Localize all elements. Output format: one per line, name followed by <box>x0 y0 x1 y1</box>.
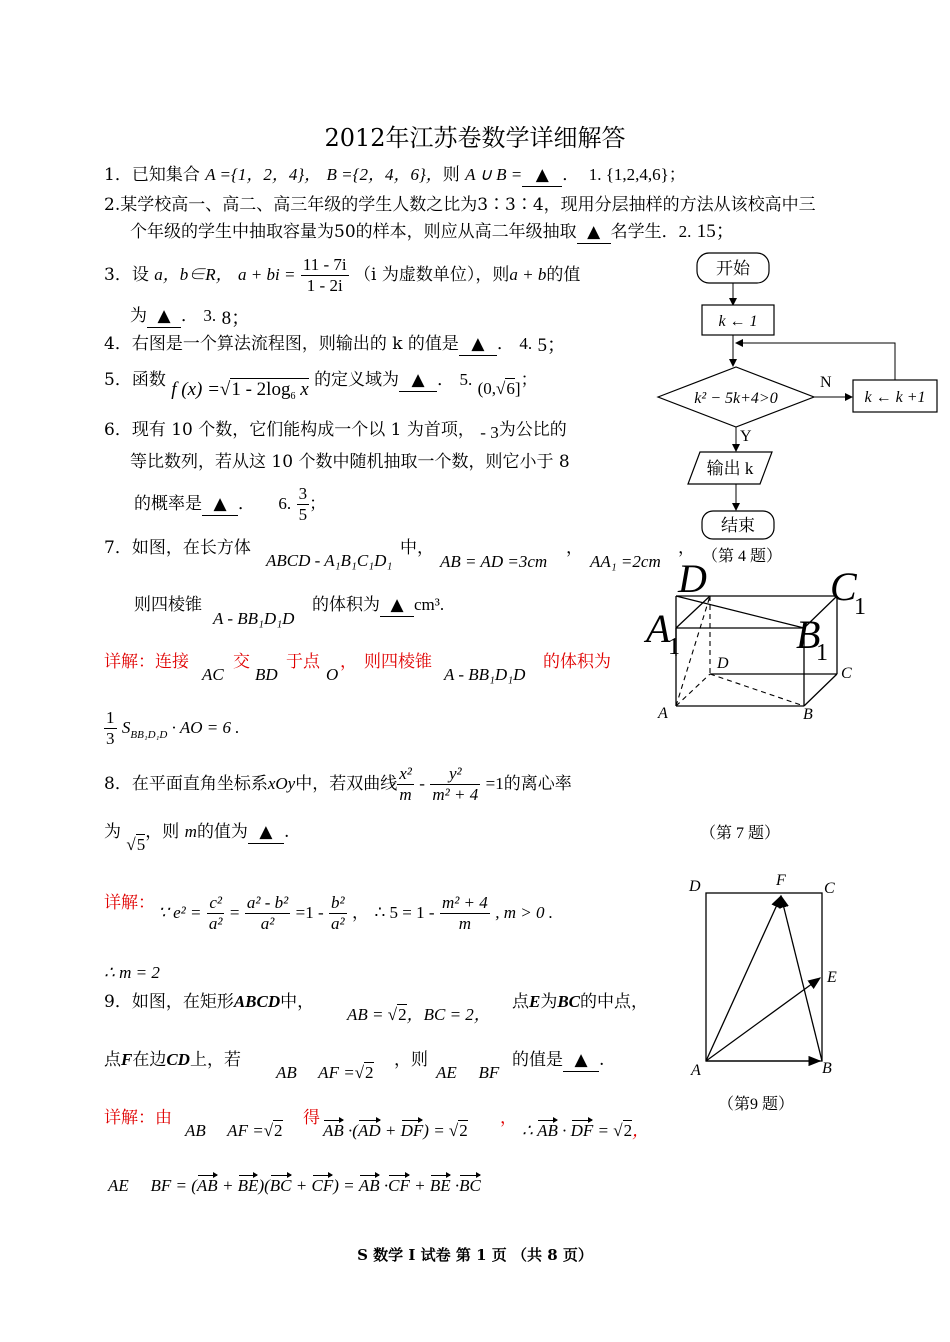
rectangle-abcd <box>706 893 822 1061</box>
footer-subject: S 数学 <box>357 1246 404 1264</box>
q9-sol-dot1: AB ⃞ AF = <box>185 1121 264 1140</box>
label-e: E <box>827 969 837 986</box>
answer-blank: ▲ <box>380 594 414 617</box>
q8-text-a: 在平面直角坐标系 <box>131 774 268 794</box>
vector-af-arrow <box>706 896 781 1061</box>
q8-root5: √5 <box>126 835 146 854</box>
q9-dot-condition <box>276 1062 374 1084</box>
flow-loop-arrow <box>736 343 895 380</box>
eq: ) = <box>333 1176 355 1195</box>
question-6 <box>104 419 567 441</box>
dot-open: ·( <box>343 1121 358 1140</box>
q8-m: m <box>184 822 197 841</box>
answer-blank: ▲ <box>399 369 437 392</box>
q8-solution-formula <box>158 893 553 934</box>
q3-expr: a + bi = <box>238 265 296 284</box>
q8-text-c: 的离心率 <box>503 774 572 794</box>
q9-abcd: ABCD <box>233 992 281 1011</box>
q1-text: 已知集合 <box>131 165 200 185</box>
q2-answer-num: 2. <box>678 222 692 241</box>
q5-answer: (0,√6] <box>477 379 521 398</box>
radicand: 2 <box>274 1121 283 1140</box>
q9-dot1: AB ⃞ AF = <box>276 1063 355 1082</box>
radicand: 2 <box>623 1121 633 1140</box>
question-9-line-2-end <box>512 1049 604 1072</box>
one-third-fraction <box>104 708 117 749</box>
q7-pyramid: A - BB₁D₁D <box>213 609 295 628</box>
label-c1-sub: 1 <box>854 594 866 620</box>
q5-number: 5． <box>104 370 132 390</box>
q9-line2-b: 在边 <box>132 1050 167 1070</box>
vector-be: BE <box>237 1176 259 1195</box>
label-d: D <box>689 878 701 895</box>
q7-aa1: AA₁ =2cm <box>590 552 661 571</box>
q9-sol-root: √2 <box>263 1121 283 1140</box>
q9-text-a: 如图，在矩形 <box>131 992 234 1012</box>
label-a1-sub: 1 <box>668 634 680 660</box>
flow-condition-label: k² − 5k+4>0 <box>694 390 778 407</box>
q9-line2-e: 的值是 <box>512 1050 563 1070</box>
denominator: 5 <box>298 505 308 524</box>
question-9-part-2 <box>512 991 648 1013</box>
q5-tail: ． <box>437 370 455 390</box>
q6-answer-num: 6. <box>278 494 292 513</box>
question-4 <box>104 333 566 356</box>
q8-tail: . <box>283 822 290 842</box>
question-3 <box>104 255 580 296</box>
q5-answer-semi: ； <box>520 370 538 390</box>
q9-ab-eq <box>347 1004 491 1026</box>
comma: ， <box>632 1121 650 1140</box>
label-b1-sub: 1 <box>816 640 828 666</box>
dot: · <box>450 1176 460 1195</box>
label-b: B <box>822 1060 832 1077</box>
q2-answer-value: 15； <box>696 221 735 242</box>
q8-sol-comma: ， <box>352 903 370 923</box>
denominator: m <box>399 785 412 804</box>
denominator: m² + 4 <box>432 785 479 804</box>
q6-number: 6． <box>104 420 132 440</box>
question-7-line-2-b <box>312 594 444 617</box>
answer-blank: ▲ <box>248 821 284 844</box>
label-a: A <box>658 705 668 722</box>
q8-sol-therefore: ∴ 5 = 1 - <box>374 903 435 922</box>
q4-text: 右图是一个算法流程图，则输出的 k 的值是 <box>131 334 459 354</box>
radicand: 5 <box>136 835 146 854</box>
radicand: 2 <box>365 1063 374 1082</box>
q3-fraction <box>301 255 349 296</box>
label-d1: D <box>678 556 707 601</box>
q8-fraction-y <box>430 764 480 805</box>
q8-sol-result: ∴ m = 2 <box>104 963 160 982</box>
label-f: F <box>776 872 786 889</box>
question-8-line-2 <box>104 821 290 854</box>
q9-solution-label: 详解：由 <box>104 1108 172 1128</box>
q2-line1: 某学校高一、高二、高三年级的学生人数之比为3∶3∶4，现用分层抽样的方法从该校高中三 <box>120 195 816 215</box>
answer-blank: ▲ <box>522 164 562 187</box>
numerator: x² <box>399 764 412 783</box>
numerator: 1 <box>106 708 115 727</box>
q7-sol-yudian: 于点 <box>286 652 320 672</box>
q9-text-d: 为 <box>540 992 558 1012</box>
q5-func-name: f (x) = <box>171 379 220 400</box>
radicand-text: 1 - 2log <box>231 379 291 400</box>
flow-end-label: 结束 <box>721 516 755 535</box>
q9-tail: . <box>599 1050 605 1070</box>
answer-blank: ▲ <box>459 333 497 356</box>
q7-comma-2: ， <box>678 538 695 558</box>
numerator: m² + 4 <box>441 893 488 912</box>
q3-number: 3． <box>104 265 132 285</box>
q8-fraction-x <box>397 764 414 805</box>
denominator: m <box>458 914 471 933</box>
label-c1: C <box>830 564 857 609</box>
q7-solid: ABCD - A₁B₁C₁D₁ <box>266 551 393 570</box>
label-c: C <box>824 880 835 897</box>
q9-text-b: 中， <box>280 992 315 1012</box>
edge-db-hidden <box>710 674 804 706</box>
q3-answer-num: 3. <box>203 306 217 325</box>
answer-blank: ▲ <box>147 305 181 328</box>
vector-ad: AD <box>357 1121 381 1140</box>
q9-number: 9． <box>104 992 132 1012</box>
radicand-var: x <box>295 379 309 400</box>
page-footer <box>0 1244 950 1265</box>
q7-sol-vol: 的体积为 <box>543 652 611 672</box>
result-tail: · AO = 6 . <box>167 718 240 737</box>
q3-line2: 为 <box>130 306 147 326</box>
q2-line2: 个年级的学生中抽取容量为50的样本，则应从高二年级抽取 <box>130 222 577 242</box>
vector-bc: BC <box>459 1176 481 1195</box>
q7-solution-label: 详解：连接 <box>104 652 189 672</box>
q3-text: 设 <box>131 265 149 285</box>
q9-bc: ，BC = 2， <box>406 1005 491 1024</box>
flow-output-label: 输出 k <box>706 459 754 478</box>
mid: )( <box>258 1176 270 1195</box>
q8-xoy: xOy <box>267 774 296 793</box>
q2-line2-tail: 名学生． <box>610 222 679 242</box>
q4-tail: ． <box>496 334 514 354</box>
q3-line2-b: ． <box>181 306 198 326</box>
question-2 <box>104 194 816 216</box>
q9-sol-expand <box>323 1120 468 1142</box>
q7-line2-b: 的体积为 <box>312 595 380 615</box>
root: √2 <box>613 1121 633 1140</box>
plus: + <box>380 1121 401 1140</box>
label-b: B <box>803 706 813 723</box>
q8-line2-b: ，则 <box>145 822 180 842</box>
q8-sol-frac-4 <box>440 893 490 934</box>
q3-text-b: （i 为虚数单位），则 <box>354 265 510 285</box>
vector-ab: AB <box>358 1176 380 1195</box>
flow-yes-label: Y <box>740 428 752 445</box>
q3-text-c: 的值 <box>546 265 581 285</box>
numerator: 3 <box>298 484 308 503</box>
q7-sol-jiao: 交 <box>233 652 250 672</box>
q1-union: A ∪ B = <box>465 165 523 184</box>
q8-eq: =1 <box>485 774 504 793</box>
q9-root: √2 <box>387 1005 407 1024</box>
vector-ab: AB <box>537 1121 558 1140</box>
page-title: 2012年江苏卷数学详细解答 <box>324 124 626 152</box>
flow-init-label: k ← 1 <box>718 313 758 330</box>
question-7-line-2 <box>134 594 202 616</box>
q6-line3: 的概率是 <box>134 494 202 514</box>
q8-sol-frac-1 <box>207 893 225 934</box>
denominator: 1 - 2i <box>306 276 343 295</box>
answer-blank: ▲ <box>563 1049 599 1072</box>
dot: · <box>379 1176 389 1195</box>
vector-df: DF <box>400 1121 424 1140</box>
q8-sol-eq2: =1 - <box>295 903 324 922</box>
plus: + <box>409 1176 430 1195</box>
numerator: a² - b² <box>246 893 289 912</box>
denominator: 3 <box>106 729 115 748</box>
close-eq: ) = <box>423 1121 445 1140</box>
q9-bc2: BC <box>557 992 581 1011</box>
vector-ae-arrow <box>706 978 820 1061</box>
q5-text-b: 的定义域为 <box>314 370 400 390</box>
answer-blank: ▲ <box>577 221 611 244</box>
q7-sol-bd: BD <box>255 665 278 684</box>
q8-line2-a: 为 <box>104 822 121 842</box>
numerator: c² <box>207 893 225 914</box>
q9-sol-therefore: ∴ AB · DF = √2， <box>522 1121 650 1140</box>
q7-sol-result <box>104 708 239 749</box>
question-5 <box>104 369 538 402</box>
q9-e: E <box>529 992 541 1011</box>
vector-bc: BC <box>269 1176 292 1195</box>
label-a1: A <box>646 606 671 651</box>
q8-sol-frac-3 <box>329 893 347 934</box>
q7-sol-then: 则四棱锥 <box>364 652 432 672</box>
vector-bf-arrow <box>781 896 822 1061</box>
q6-answer-fraction <box>297 484 310 525</box>
plus: + <box>291 1176 312 1195</box>
vector-be: BE <box>429 1176 451 1195</box>
flow-no-label: N <box>820 374 832 391</box>
flow-start-label: 开始 <box>716 259 750 278</box>
area-symbol: S <box>121 718 131 737</box>
q9-f: F <box>121 1050 133 1069</box>
vector-ab: AB <box>323 1121 344 1140</box>
flowchart-caption: （第 4 题） <box>702 548 783 565</box>
q5-radicand <box>230 378 308 400</box>
q5-text: 函数 <box>131 370 166 390</box>
q1-mid: 则 <box>442 165 460 185</box>
label-a: A <box>691 1062 701 1079</box>
q6-ratio: - 3 <box>480 423 499 442</box>
label-b1: B <box>796 612 821 657</box>
q4-answer-num: 4. <box>519 334 533 353</box>
denominator: a² <box>260 914 275 933</box>
q6-line1-a: 现有 10 个数，它们能构成一个以 1 为首项， <box>131 420 475 440</box>
q7-ab: AB = AD =3cm <box>440 552 548 571</box>
question-3-line-2 <box>130 305 250 328</box>
q1-number: 1． <box>104 165 132 185</box>
question-8 <box>104 764 572 805</box>
cuboid-caption: （第 7 题） <box>700 825 781 842</box>
q7-sol-ac: AC <box>202 665 224 684</box>
q7-comma: ， <box>566 538 583 558</box>
q7-line2-a: 则四棱锥 <box>134 595 202 615</box>
q1-set-a: A ={1，2，4}， <box>205 165 322 184</box>
q9-line2-d: ，则 <box>394 1050 428 1070</box>
eq: = <box>593 1121 610 1140</box>
vector-df: DF <box>570 1121 594 1140</box>
q1-set-b: B ={2，4，6}， <box>326 165 443 184</box>
q7-sol-comma: ， <box>340 652 357 672</box>
q5-answer-num: 5. <box>459 370 473 389</box>
edge-bc <box>804 674 837 706</box>
log-base: 6 <box>290 391 296 402</box>
q9-line2-c: 上，若 <box>189 1050 241 1070</box>
radicand: 2 <box>459 1121 468 1140</box>
q8-solution-label: 详解： <box>104 893 155 913</box>
footer-separator: Ⅰ <box>408 1246 416 1264</box>
vector-cf: CF <box>311 1176 334 1195</box>
root: √2 <box>448 1121 468 1140</box>
lhs: AE ⃞ BF = ( <box>108 1176 197 1195</box>
q7-sol-pyramid: A - BB₁D₁D <box>444 665 526 684</box>
rectangle-figure <box>680 866 880 1121</box>
area-subscript: BB₁D₁D <box>130 729 168 741</box>
question-2-line-2 <box>130 221 735 244</box>
q9-ab: AB = <box>347 1005 384 1024</box>
q3-answer-value: 8； <box>221 308 251 329</box>
label-c: C <box>841 665 852 682</box>
q7-text: 如图，在长方体 <box>131 538 251 558</box>
q6-semi: ； <box>309 494 327 514</box>
question-7 <box>104 537 251 559</box>
question-6-line-2: 等比数列，若从这 10 个数中随机抽取一个数，则它小于 8 <box>130 452 570 472</box>
q8-sol-eq1: = <box>229 903 240 922</box>
question-9 <box>104 991 314 1013</box>
vector-cf: CF <box>388 1176 410 1195</box>
q7-sol-o: O <box>326 665 339 684</box>
q6-line1-b: 为公比的 <box>498 420 567 440</box>
q8-number: 8． <box>104 774 132 794</box>
q9-dot1-root: √2 <box>354 1063 374 1082</box>
question-1 <box>104 164 686 187</box>
cuboid-figure <box>640 556 940 851</box>
q5-function: f $(x) =√1 - 2\log_6$ x <box>171 379 309 402</box>
q5-answer-close: ] <box>514 379 521 398</box>
q9-line2-a: 点 <box>104 1050 121 1070</box>
numerator: y² <box>430 764 480 785</box>
q6-tail: ． <box>238 494 255 514</box>
denominator: a² <box>331 914 345 933</box>
q9-sol-de: 得 <box>303 1108 320 1128</box>
q8-sol-frac-2 <box>245 893 290 934</box>
question-9-line-2 <box>104 1049 241 1071</box>
q8-minus: - <box>419 774 425 793</box>
q9-sol-line-2 <box>108 1175 481 1197</box>
question-6-line-3 <box>134 484 326 525</box>
q8-text-b: 中，若双曲线 <box>295 774 398 794</box>
vector-ab: AB <box>196 1176 218 1195</box>
plus: + <box>217 1176 238 1195</box>
q3-ab: a，b∈R， <box>154 265 233 284</box>
numerator: 11 - 7i <box>302 255 347 274</box>
label-d: D <box>717 655 729 672</box>
q8-sol-because: ∵ e² = <box>158 903 202 922</box>
q9-text-c: 点 <box>512 992 529 1012</box>
q7-text-b: 中， <box>400 538 434 558</box>
edge-ad-hidden <box>676 674 710 706</box>
flow-update-label: k ← k +1 <box>864 389 926 406</box>
q7-unit: cm³. <box>414 595 445 614</box>
footer-page: 试卷 第 1 页 （共 8 页） <box>420 1246 593 1264</box>
q2-number: 2. <box>104 195 121 215</box>
q3-a-plus-b: a + b <box>509 265 547 284</box>
therefore: ∴ <box>522 1121 533 1140</box>
denominator: a² <box>208 914 223 933</box>
q7-number: 7． <box>104 538 132 558</box>
q9-dot2: AE ⃞ BF <box>436 1063 500 1082</box>
q9-cd: CD <box>166 1050 190 1069</box>
q9-text-e: 的中点， <box>580 992 649 1012</box>
q5-answer-open: (0, <box>477 379 497 398</box>
numerator: b² <box>331 893 345 912</box>
q4-answer-value: 5； <box>537 335 567 356</box>
q9-sol-comma: ， <box>500 1108 517 1128</box>
radicand: 2 <box>398 1005 407 1024</box>
rectangle-caption: （第9 题） <box>718 1096 795 1113</box>
q5-answer-rad: 6 <box>506 379 515 398</box>
flowchart-figure <box>640 245 940 575</box>
q8-sol-cond: , m > 0 . <box>495 903 553 922</box>
q1-tail: ． <box>562 165 580 185</box>
q4-number: 4． <box>104 334 132 354</box>
q9-sol-cond <box>185 1120 283 1142</box>
answer-blank: ▲ <box>202 493 238 516</box>
q1-answer: 1. {1,2,4,6}； <box>588 165 686 184</box>
q8-line2-c: 的值为 <box>196 822 248 842</box>
